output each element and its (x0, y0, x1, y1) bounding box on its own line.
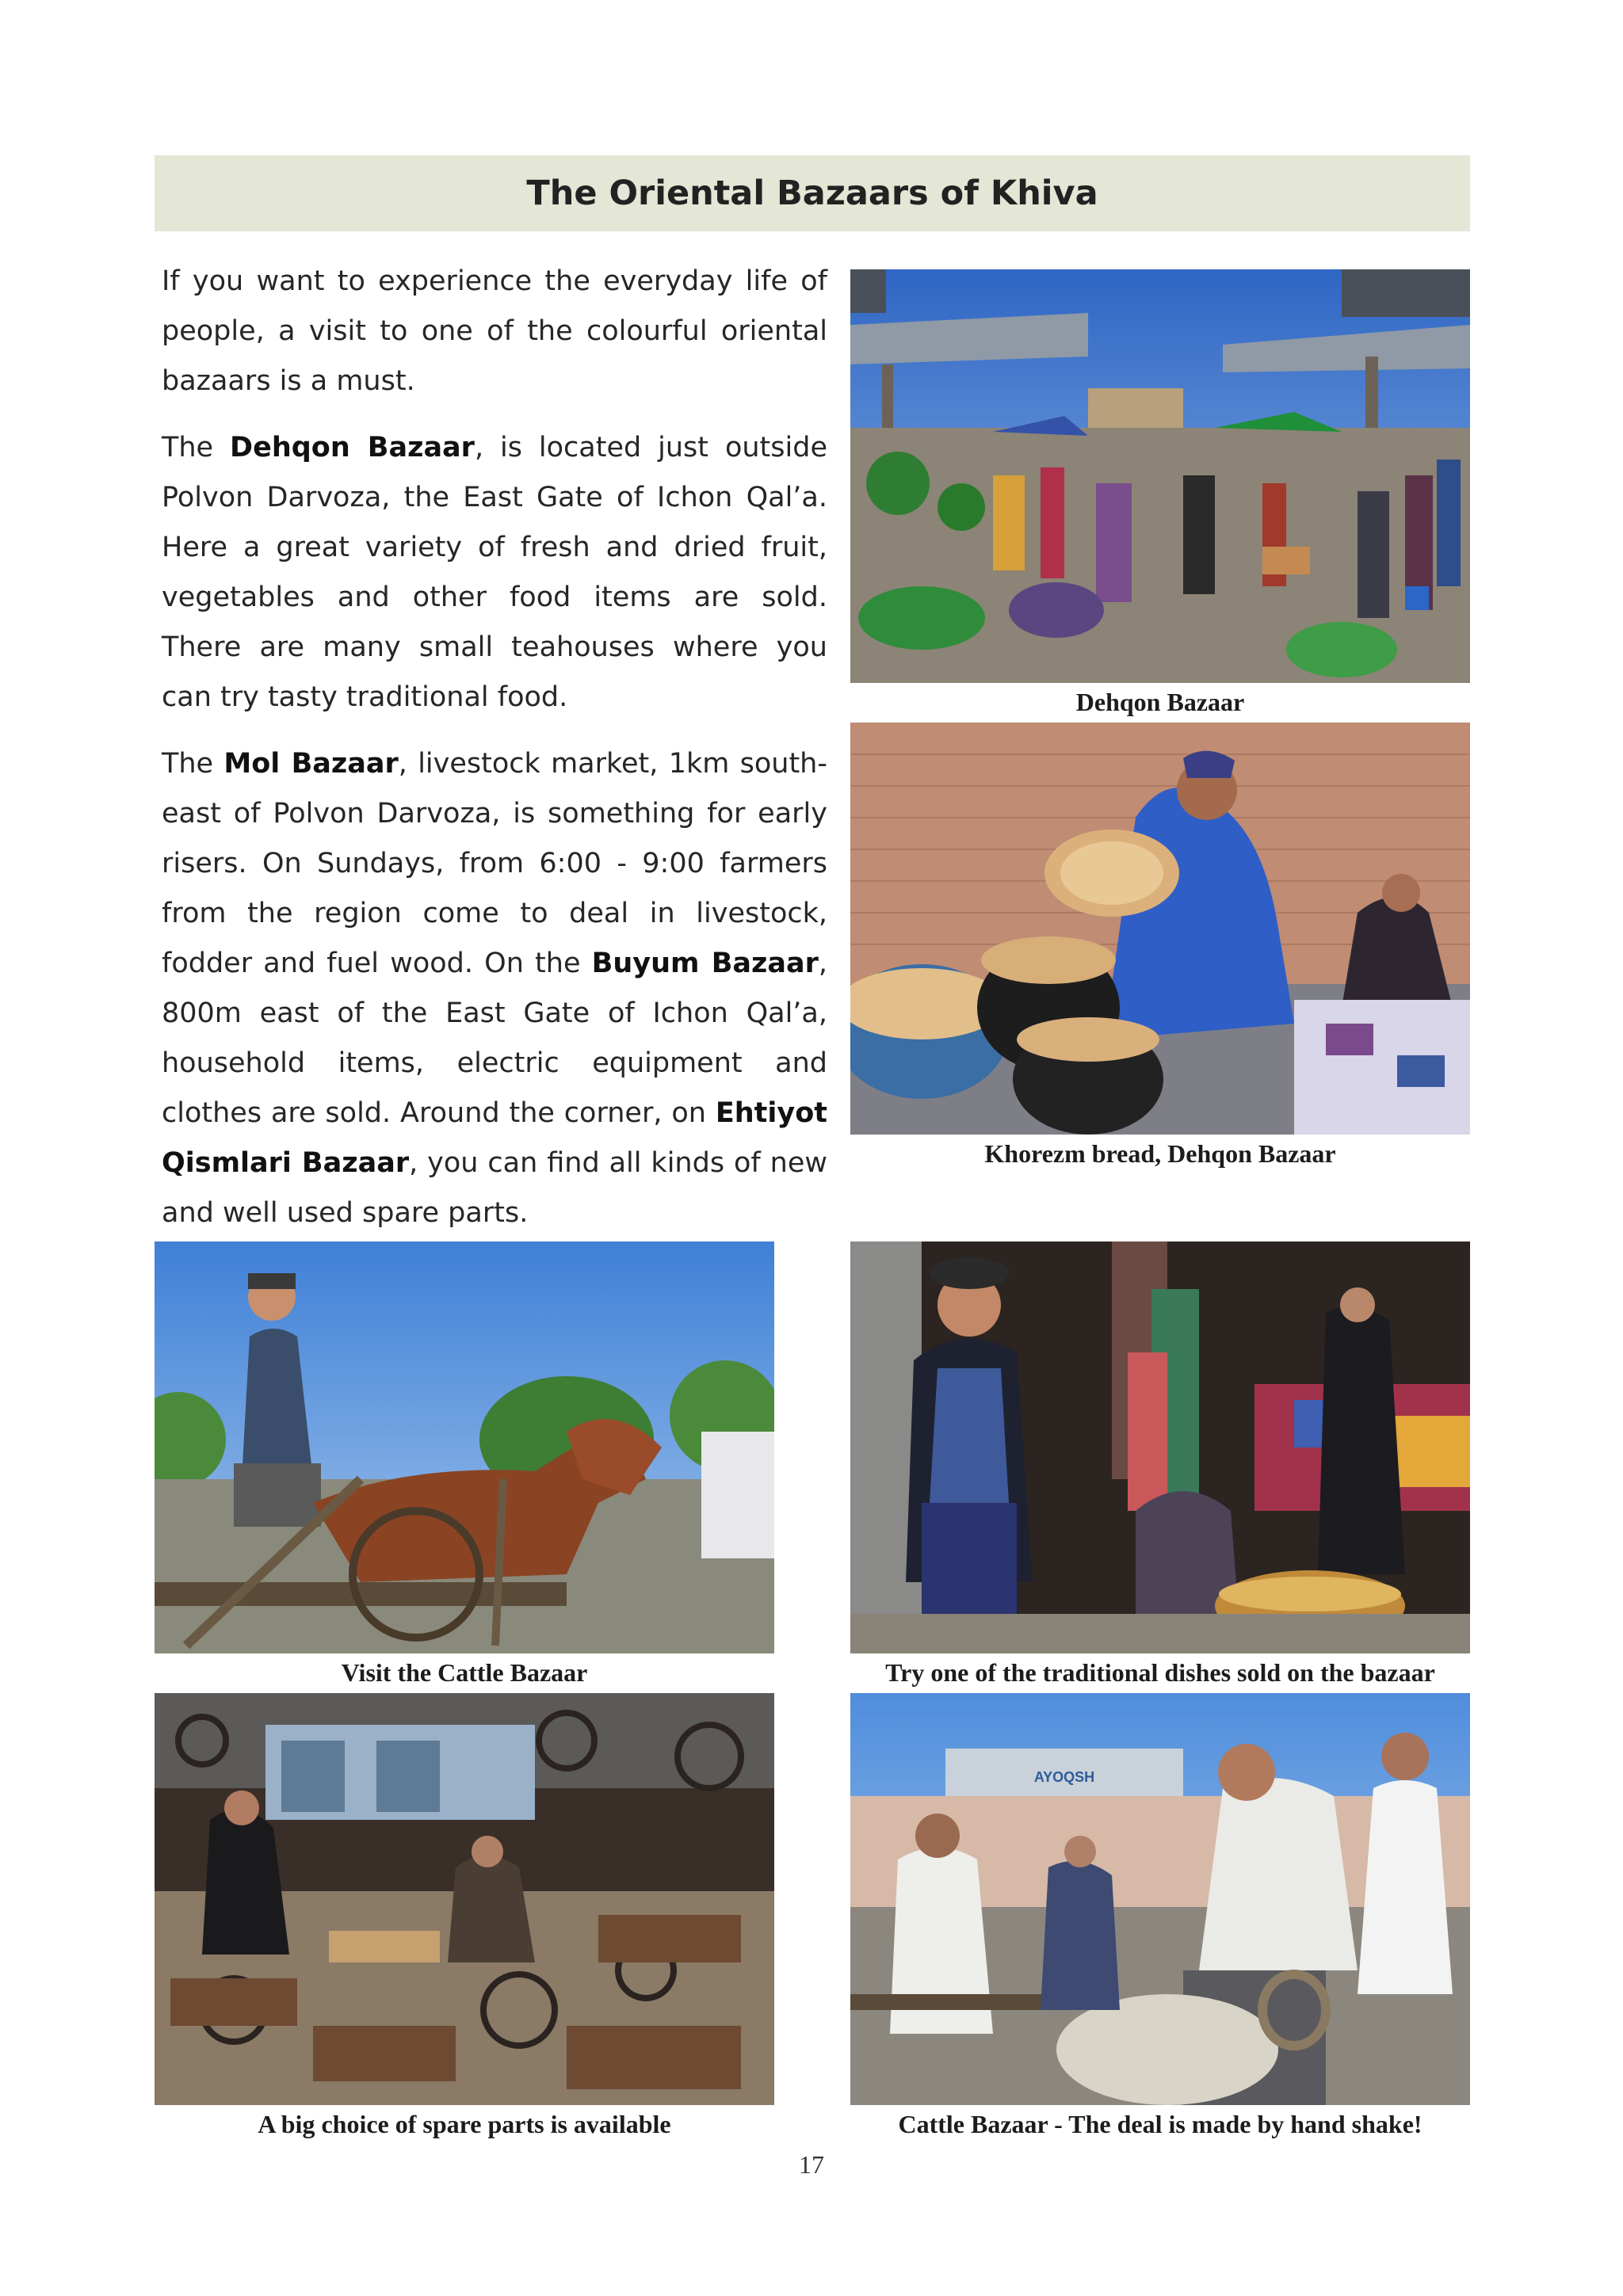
spare-parts-photo (155, 1693, 774, 2105)
khorezm-bread-photo (850, 723, 1470, 1135)
cattle-bazaar-caption: Visit the Cattle Bazaar (341, 1658, 588, 1687)
ehtiyot-bazaar-term: Ehtiyot Qismlari Bazaar (162, 1097, 827, 1179)
text-run: The (162, 432, 231, 463)
cattle-cart-photo (155, 1241, 774, 1653)
dehqon-bazaar-caption: Dehqon Bazaar (1075, 688, 1245, 716)
page-title: The Oriental Bazaars of Khiva (526, 174, 1098, 213)
mol-paragraph (162, 739, 827, 1238)
buyum-bazaar-term: Buyum Bazaar (591, 948, 819, 979)
text-run: , you can find all kinds of new and well used spare parts. (162, 1147, 827, 1229)
page-number: 17 (799, 2150, 824, 2179)
khorezm-bread-caption: Khorezm bread, Dehqon Bazaar (984, 1139, 1336, 1168)
dehqon-bazaar-term: Dehqon Bazaar (230, 432, 475, 463)
traditional-dishes-photo (850, 1241, 1470, 1653)
text-run: , 800m east of the East Gate of Ichon Qal’a, household items, electric equipment and clothes are sold. Around the corner, on (162, 948, 827, 1129)
dehqon-bazaar-photo (850, 269, 1470, 683)
handshake-caption: Cattle Bazaar - The deal is made by hand shake! (898, 2110, 1423, 2138)
building-sign: AYOQSH (1033, 1769, 1095, 1785)
mol-bazaar-term: Mol Bazaar (223, 748, 399, 780)
intro-paragraph: If you want to experience the everyday life of people, a visit to one of the colourful oriental bazaars is a must. (162, 265, 827, 397)
text-run: , is located just outside Polvon Darvoza, the East Gate of Ichon Qal’a. Here a great variety of fresh and dried fruit, vegetables and other food items are sold. There are many small teahouses where you can try tasty traditional food. (162, 432, 827, 713)
text-run: The (162, 748, 224, 780)
text-run: , livestock market, 1km south-east of Polvon Darvoza, is something for early risers. On Sundays, from 6:00 - 9:00 farmers from the region come to deal in livestock, fodder and fuel wood. On the (162, 748, 827, 979)
traditional-dishes-caption: Try one of the traditional dishes sold on the bazaar (885, 1658, 1435, 1687)
handshake-photo (850, 1693, 1470, 2105)
article-body (162, 257, 827, 1255)
dehqon-paragraph (162, 423, 827, 723)
spare-parts-caption: A big choice of spare parts is available (258, 2110, 671, 2138)
title-band (155, 155, 1470, 231)
